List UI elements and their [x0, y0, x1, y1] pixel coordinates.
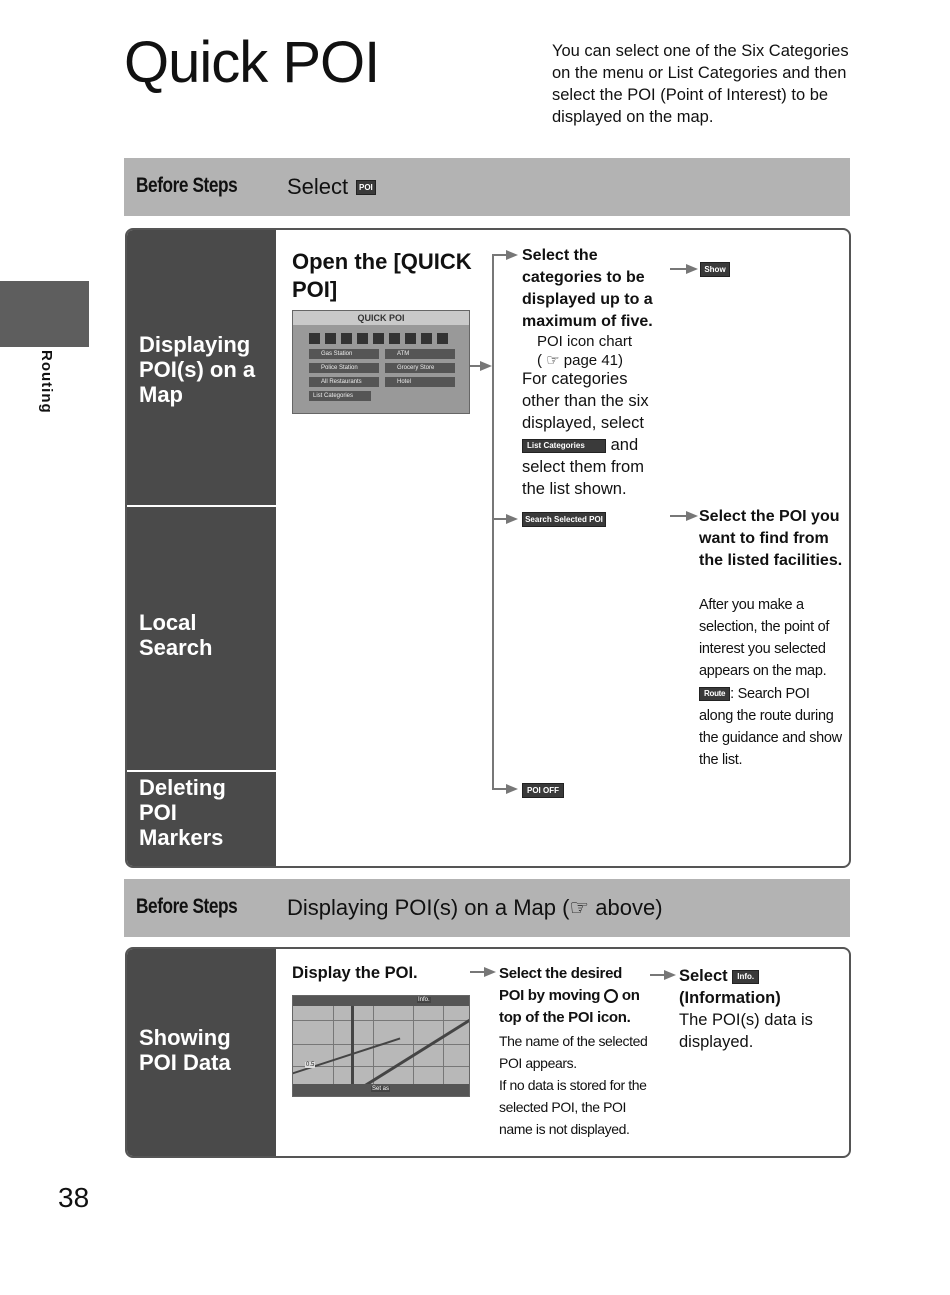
arrow-icon	[686, 511, 698, 521]
quick-poi-screen	[292, 310, 470, 414]
quick-poi-screen-header: QUICK POI	[293, 311, 469, 325]
arrow-icon	[506, 250, 518, 260]
before-steps-text-2: Displaying POI(s) on a Map (☞ above)	[287, 895, 663, 920]
screen-cell: List Categories	[309, 391, 371, 401]
poi-data-displayed: The POI(s) data is displayed.	[679, 1011, 813, 1051]
route-note	[699, 683, 844, 771]
before-steps-text: Select	[287, 174, 349, 199]
other-categories-text: For categories other than the six displayed, select	[522, 370, 649, 432]
step-other-categories	[522, 368, 668, 500]
route-note-text: : Search POI along the route during the guidance and show the list.	[699, 686, 842, 768]
list-categories-button[interactable]: List Categories	[522, 439, 606, 453]
step-open-quick-poi: Open the [QUICK POI]	[292, 249, 472, 302]
row-label-displaying: Displaying POI(s) on a Map	[139, 332, 256, 407]
page-title: Quick POI	[124, 30, 380, 95]
row-label-deleting: Deleting POI Markers	[139, 775, 226, 850]
step-select-desired-poi-b: on top of the POI icon.	[499, 987, 640, 1026]
map-info-label[interactable]: Info.	[418, 997, 430, 1003]
step-select-desired-poi-a: Select the desired POI by moving	[499, 965, 622, 1004]
screen-cell: Gas Station	[309, 349, 379, 359]
map-scale: 0.5	[306, 1062, 315, 1068]
arrow-icon	[480, 361, 492, 371]
intro-text: You can select one of the Six Categories on the menu or List Categories and then select the POI (Point of Interest) to be displayed on the map.	[552, 42, 849, 126]
screen-cell: ATM	[385, 349, 455, 359]
other-categories-text-b: and select them from the list shown.	[522, 436, 644, 498]
select-label: Select	[679, 967, 728, 985]
page-number: 38	[58, 1182, 90, 1213]
arrow-icon	[664, 970, 676, 980]
poi-map-screen	[292, 995, 470, 1097]
row-divider	[127, 770, 276, 772]
poi-button[interactable]: POI	[356, 180, 376, 195]
before-steps-bar	[124, 158, 850, 216]
screen-cell: Grocery Store	[385, 363, 455, 373]
step-select-poi: Select the POI you want to find from the listed facilities.	[699, 508, 843, 569]
side-label: Routing	[38, 350, 55, 414]
poi-icon-chart-ref: ( ☞ page 41)	[537, 352, 623, 369]
route-button[interactable]: Route	[699, 687, 730, 701]
row-label-local-search: Local Search	[139, 610, 213, 660]
row-label-showing-poi-data: Showing POI Data	[139, 1025, 231, 1075]
row-divider	[127, 505, 276, 507]
side-tab-marker	[0, 281, 89, 347]
arrow-icon	[484, 967, 496, 977]
step-select-desired-poi	[499, 963, 649, 1029]
before-steps-label: Before Steps	[136, 174, 238, 197]
step-display-poi: Display the POI.	[292, 964, 418, 982]
connector	[492, 254, 494, 790]
step-select-categories: Select the categories to be displayed up to a maximum of five.	[522, 247, 653, 330]
before-steps-bar-2	[124, 879, 850, 937]
no-data-note: If no data is stored for the selected POI, the POI name is not displayed.	[499, 1077, 647, 1137]
search-selected-poi-button[interactable]: Search Selected POI	[522, 512, 606, 527]
step-select-poi-detail: After you make a selection, the point of interest you selected appears on the map.	[699, 597, 830, 679]
before-steps-label-2: Before Steps	[136, 895, 238, 918]
map-set-as[interactable]: Set as	[372, 1086, 390, 1092]
cursor-icon	[604, 989, 618, 1003]
information-label: (Information)	[679, 989, 781, 1007]
screen-cell: Police Station	[309, 363, 379, 373]
show-button[interactable]: Show	[700, 262, 730, 277]
arrow-icon	[506, 514, 518, 524]
connector	[472, 365, 480, 367]
arrow-icon	[686, 264, 698, 274]
step-select-info	[679, 965, 844, 987]
screen-cell: All Restaurants	[309, 377, 379, 387]
screen-cell: Hotel	[385, 377, 455, 387]
arrow-icon	[506, 784, 518, 794]
poi-off-button[interactable]: POI OFF	[522, 783, 564, 798]
info-button[interactable]: Info.	[732, 970, 759, 984]
poi-icon-chart-label: POI icon chart	[537, 333, 633, 350]
poi-name-note: The name of the selected POI appears.	[499, 1033, 648, 1071]
